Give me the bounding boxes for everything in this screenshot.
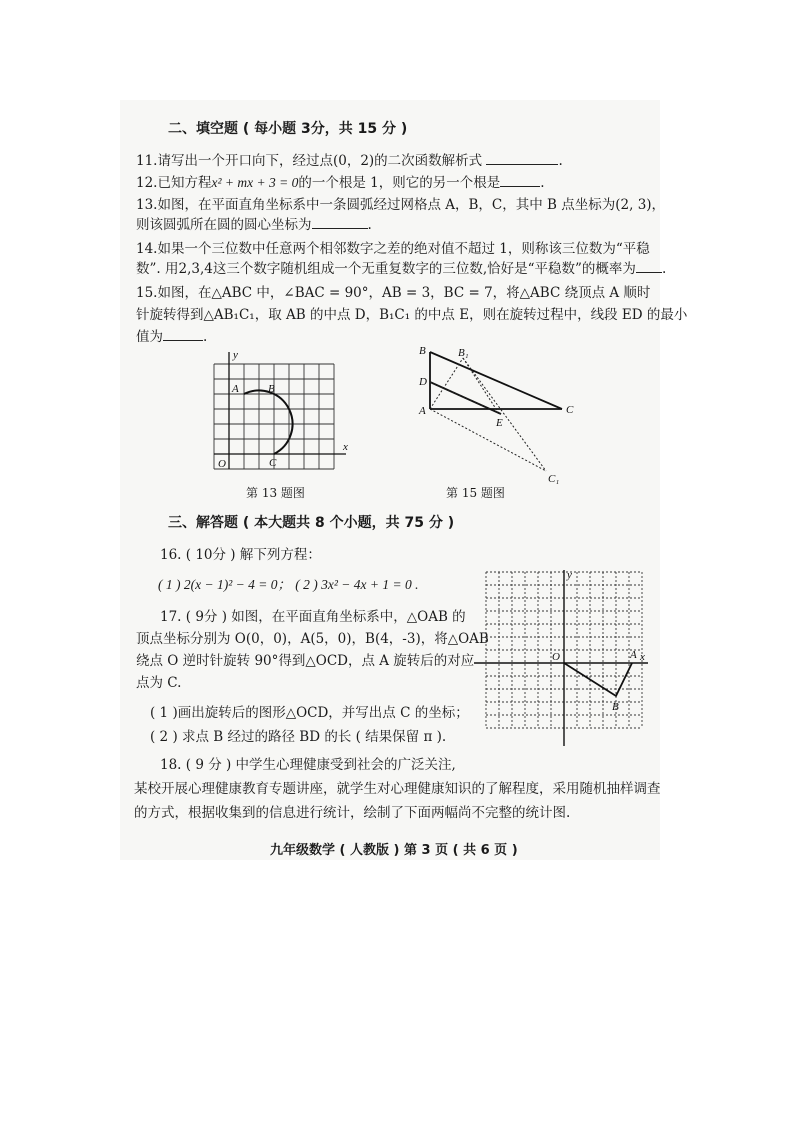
fig13-arc [244, 390, 293, 454]
fig15-point-e: E [496, 417, 503, 429]
fig17-y-label: y [567, 569, 572, 581]
fig15-triangle-abc [430, 352, 562, 414]
fig13-origin-label: O [218, 458, 226, 470]
question-16-parts [158, 576, 419, 594]
fig15-point-b1: B₁ [458, 347, 469, 359]
figure-17 [472, 568, 652, 746]
fig15-point-c1: C₁ [548, 473, 560, 485]
fig17-point-a: A [630, 649, 637, 661]
fig15-caption: 第 15 题图 [446, 486, 505, 500]
q15-line3-text: 值为 [136, 329, 163, 345]
q14-end: . [661, 261, 667, 277]
q11-answer-blank[interactable] [486, 152, 558, 165]
fig13-point-a: A [232, 383, 239, 395]
q16-part-1: ( 1 ) 2(x − 1)² − 4 = 0； [158, 577, 291, 592]
question-17-line-1: 17. ( 9分 ) 如图，在平面直角坐标系中，△OAB 的 [160, 609, 466, 625]
question-11 [136, 152, 563, 170]
fig13-x-label: x [343, 441, 348, 453]
question-18-line-2: 某校开展心理健康教育专题讲座，就学生对心理健康知识的了解程度，采用随机抽样调查 [134, 781, 661, 797]
question-17-line-4: 点为 C. [136, 675, 182, 691]
q15-end: . [203, 329, 208, 345]
page-footer: 九年级数学 ( 人教版 ) 第 3 页 ( 共 6 页 ) [270, 843, 518, 858]
q12-equation: x² + mx + 3 = 0 [211, 175, 299, 190]
question-13-line-1: 13.如图，在平面直角坐标系中一条圆弧经过网格点 A，B，C，其中 B 点坐标为(2, 3)， [136, 197, 666, 213]
section-3-title: 三、解答题 ( 本大题共 8 个小题，共 75 分 ) [168, 515, 455, 531]
fig15-triangle-ab1c1 [430, 358, 546, 471]
fig15-point-a: A [419, 405, 426, 417]
fig15-point-d: D [419, 376, 427, 388]
exam-page [120, 100, 688, 860]
section-2-title: 二、填空题 ( 每小题 3分，共 15 分 ) [168, 121, 408, 137]
question-17-part-2: ( 2 ) 求点 B 经过的路径 BD 的长 ( 结果保留 π ). [150, 729, 447, 745]
fig15-point-c: C [566, 404, 574, 416]
question-14-line-2 [136, 260, 666, 278]
fig17-axes [474, 570, 648, 746]
question-17-part-1: ( 1 )画出旋转后的图形△OCD，并写出点 C 的坐标； [150, 705, 469, 721]
question-13-line-2 [136, 216, 372, 234]
q13-end: . [367, 217, 372, 233]
q12-answer-blank[interactable] [500, 174, 540, 187]
question-17-line-2: 顶点坐标分别为 O(0，0)，A(5，0)，B(4，-3)，将△OAB [136, 631, 489, 647]
question-17-line-3: 绕点 O 逆时针旋转 90°得到△OCD，点 A 旋转后的对应 [136, 653, 475, 669]
figure-15 [416, 344, 596, 494]
q14-line2-text: 数”. 用2,3,4这三个数字随机组成一个无重复数字的三位数,恰好是“平稳数”的概率为 [136, 261, 636, 277]
q12-suffix: 的一个根是 1，则它的另一个根是 [298, 175, 501, 191]
figure-13 [206, 348, 356, 498]
q12-prefix: 12.已知方程 [136, 175, 212, 191]
fig17-triangle-oab [564, 663, 632, 696]
q12-end: . [540, 175, 545, 191]
fig15-point-b: B [419, 345, 426, 357]
fig13-caption: 第 13 题图 [246, 486, 305, 500]
question-15-line-2: 针旋转得到△AB₁C₁，取 AB 的中点 D，B₁C₁ 的中点 E，则在旋转过程中，线段 ED 的最小 [136, 307, 688, 323]
q11-text: 11.请写出一个开口向下，经过点(0，2)的二次函数解析式 [136, 153, 483, 169]
question-14-line-1: 14.如果一个三位数中任意两个相邻数字之差的绝对值不超过 1，则称该三位数为“平稳 [136, 241, 650, 257]
question-16: 16. ( 10分 ) 解下列方程： [160, 547, 321, 563]
fig13-point-c: C [269, 457, 277, 469]
fig17-x-label: x [640, 651, 645, 663]
question-18-line-3: 的方式，根据收集到的信息进行统计，绘制了下面两幅尚不完整的统计图. [134, 805, 571, 821]
fig13-y-label: y [233, 349, 238, 361]
question-18-line-1: 18. ( 9 分 ) 中学生心理健康受到社会的广泛关注, [160, 757, 456, 773]
q11-end: . [558, 153, 563, 169]
question-15-line-1: 15.如图，在△ABC 中，∠BAC = 90°，AB = 3，BC = 7，将△ABC 绕顶点 A 顺时 [136, 285, 651, 301]
question-15-line-3 [136, 328, 207, 346]
q13-answer-blank[interactable] [312, 216, 368, 229]
fig13-point-b: B [268, 383, 275, 395]
fig17-origin-label: O [552, 651, 560, 663]
question-12 [136, 174, 545, 192]
q15-answer-blank[interactable] [163, 328, 203, 341]
q16-part-2: ( 2 ) 3x² − 4x + 1 = 0 . [295, 577, 419, 592]
q14-answer-blank[interactable] [636, 260, 662, 273]
fig17-point-b: B [612, 701, 619, 713]
q13-line2-text: 则该圆弧所在圆的圆心坐标为 [136, 217, 312, 233]
